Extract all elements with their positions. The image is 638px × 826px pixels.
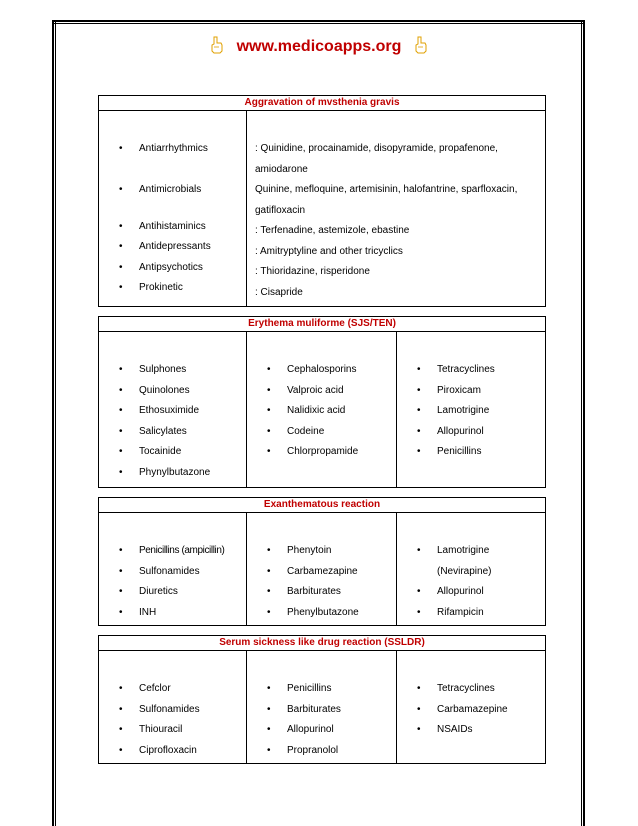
list-item: • Lamotrigine xyxy=(417,545,490,556)
section-title: Erythema muliforme (SJS/TEN) xyxy=(99,317,546,332)
myasthenia-table xyxy=(98,95,546,307)
list-item: • Phenytoin xyxy=(267,545,332,556)
list-item: • Prokinetic xyxy=(119,282,183,293)
list-item: • Allopurinol xyxy=(417,586,484,597)
page-border-left xyxy=(52,20,56,826)
drug-names-text: : Thioridazine, risperidone xyxy=(255,266,370,277)
page-border-top xyxy=(52,20,585,24)
list-item: • Codeine xyxy=(267,425,325,437)
drug-names-text: : Cisapride xyxy=(255,286,303,298)
list-item: • Sulfonamides xyxy=(119,565,200,577)
list-item: • Penicillins (ampicillin) xyxy=(119,545,225,556)
list-item: • Sulphones xyxy=(119,364,187,375)
list-item: • INH xyxy=(119,606,157,618)
list-item: • Allopurinol xyxy=(267,724,334,735)
exanthematous-table xyxy=(98,497,546,626)
pointing-hand-icon xyxy=(414,36,428,54)
list-item: • Quinolones xyxy=(119,384,190,396)
list-item: • Antidepressants xyxy=(119,241,211,252)
list-item: • Lamotrigine xyxy=(417,405,490,416)
list-item: • Carbamezapine xyxy=(267,565,358,577)
erythema-multiforme-table xyxy=(98,316,546,488)
list-item: • Cephalosporins xyxy=(267,364,357,375)
list-item: • Tetracyclines xyxy=(417,683,495,694)
drug-column xyxy=(397,513,546,626)
section-title: Serum sickness like drug reaction (SSLDR) xyxy=(99,636,546,651)
list-item: • Barbiturates xyxy=(267,703,341,715)
list-item: • Sulfonamides xyxy=(119,703,200,715)
pointing-hand-icon xyxy=(210,36,224,54)
list-item: • Antimicrobials xyxy=(119,184,202,195)
list-item: • Tetracyclines xyxy=(417,364,495,375)
list-item: • Chlorpropamide xyxy=(267,446,359,457)
drug-names-text: : Quinidine, procainamide, disopyramide, propafenone, xyxy=(255,143,498,154)
list-item: • Cefclor xyxy=(119,683,171,694)
list-item: • Phynylbutazone xyxy=(119,466,211,478)
list-item: • Propranolol xyxy=(267,744,339,756)
drug-column xyxy=(99,332,247,488)
list-item: • Ciprofloxacin xyxy=(119,744,197,756)
list-item: • Nalidixic acid xyxy=(267,405,346,416)
list-item: • Valproic acid xyxy=(267,384,344,396)
drug-column xyxy=(247,651,397,764)
list-item: • Salicylates xyxy=(119,425,187,437)
section-title: Exanthematous reaction xyxy=(99,498,546,513)
list-item: • Antihistaminics xyxy=(119,220,206,232)
list-item: • NSAIDs xyxy=(417,724,473,735)
list-item: • Tocainide xyxy=(119,446,182,457)
list-item: • Antiarrhythmics xyxy=(119,143,208,154)
drug-names-text: : Amitryptyline and other tricyclics xyxy=(255,245,403,257)
list-item: • Ethosuximide xyxy=(119,405,200,416)
list-item: • Penicillins xyxy=(417,446,482,457)
list-item: • Penicillins xyxy=(267,683,332,694)
list-item: • Thiouracil xyxy=(119,724,183,735)
drug-names-text: : Terfenadine, astemizole, ebastine xyxy=(255,225,410,236)
drug-names-column xyxy=(247,111,546,307)
drug-column xyxy=(397,332,546,488)
site-url[interactable]: www.medicoapps.org xyxy=(236,38,402,55)
drug-names-text: amiodarone xyxy=(255,163,308,175)
drug-column xyxy=(397,651,546,764)
section-title: Aggravation of mvsthenia gravis xyxy=(99,96,546,111)
drug-column xyxy=(99,513,247,626)
list-item: • Antipsychotics xyxy=(119,261,203,273)
drug-names-text: gatifloxacin xyxy=(255,204,306,216)
page-border-right xyxy=(581,20,585,826)
drug-class-column xyxy=(99,111,247,307)
list-item: • Carbamazepine xyxy=(417,703,508,715)
list-item: • Diuretics xyxy=(119,586,178,597)
list-item: • Rifampicin xyxy=(417,606,484,618)
drug-names-text: Quinine, mefloquine, artemisinin, halofantrine, sparfloxacin, xyxy=(255,184,518,195)
serum-sickness-table xyxy=(98,635,546,764)
page-header xyxy=(0,36,638,56)
list-item: • Allopurinol xyxy=(417,425,484,437)
list-item: • Piroxicam xyxy=(417,384,481,396)
drug-column xyxy=(247,332,397,488)
list-item-note: (Nevirapine) xyxy=(437,565,492,577)
drug-column xyxy=(247,513,397,626)
drug-column xyxy=(99,651,247,764)
list-item: • Phenylbutazone xyxy=(267,606,359,618)
list-item: • Barbiturates xyxy=(267,586,341,597)
